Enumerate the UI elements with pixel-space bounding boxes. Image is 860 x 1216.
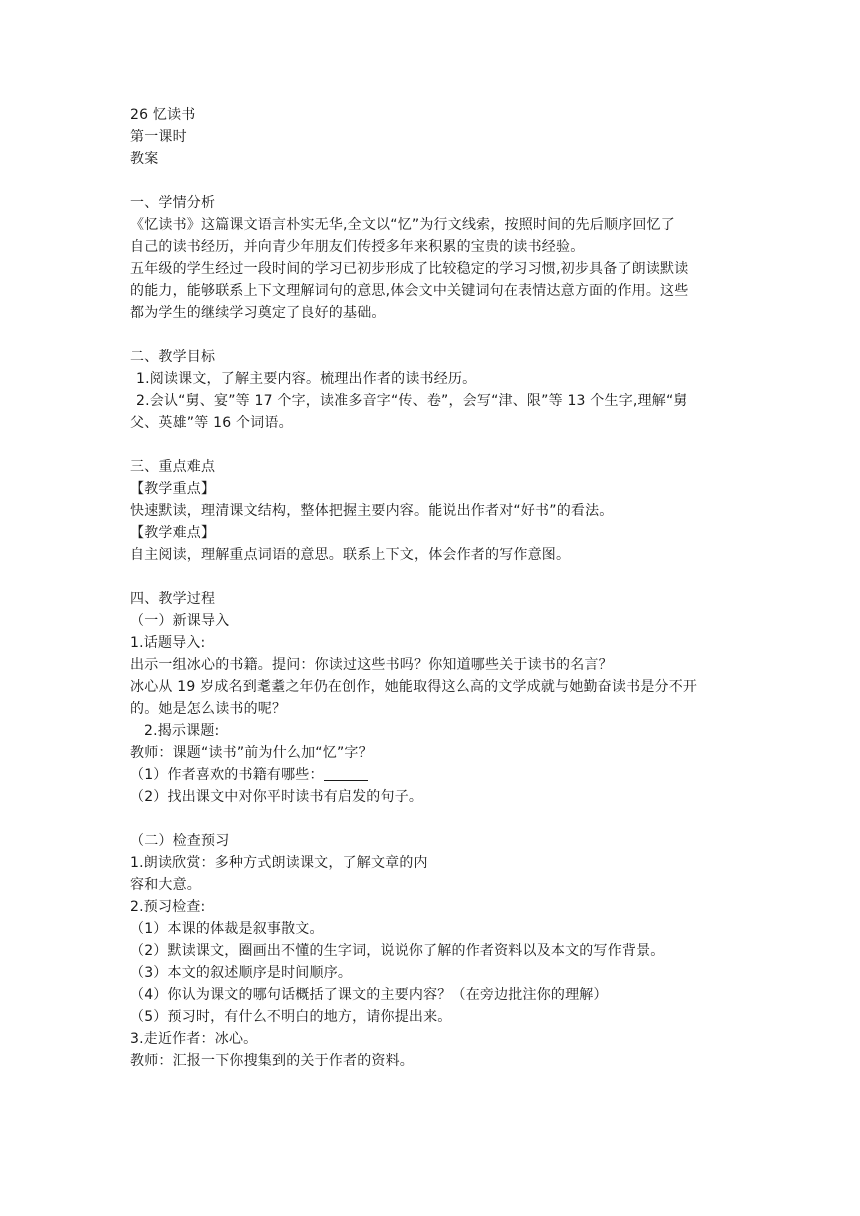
step-reveal-text: 教师：课题“读书”前为什么加“忆”字？ (130, 745, 373, 761)
section-heading-goals: 二、教学目标 (130, 349, 216, 365)
preview-question-3: （3）本文的叙述顺序是时间顺序。 (130, 965, 353, 981)
analysis-paragraph-1-line-2: 自己的读书经历，并向青少年朋友们传授多年来积累的宝贵的读书经验。 (130, 239, 585, 255)
lesson-title: 26 忆读书 (130, 107, 196, 123)
subsection-heading-intro: （一）新课导入 (130, 613, 230, 629)
goal-item-2-line-2: 父、英雄”等 16 个词语。 (130, 415, 293, 431)
section-heading-process: 四、教学过程 (130, 591, 216, 607)
preview-step-3-text: 教师：汇报一下你搜集到的关于作者的资料。 (130, 1053, 414, 1069)
difficulty-text: 自主阅读，理解重点词语的意思。联系上下文，体会作者的写作意图。 (130, 547, 571, 563)
spacer (130, 170, 742, 192)
key-point-label: 【教学重点】 (130, 481, 216, 497)
preview-step-3: 3.走近作者：冰心。 (130, 1031, 258, 1047)
preview-step-2: 2.预习检查: (130, 899, 206, 915)
analysis-paragraph-2-line-1: 五年级的学生经过一段时间的学习已初步形成了比较稳定的学习习惯,初步具备了朗读默读 (130, 261, 689, 277)
reveal-question-1: （1）作者喜欢的书籍有哪些： (130, 764, 742, 786)
section-heading-key-points: 三、重点难点 (130, 459, 216, 475)
preview-question-5: （5）预习时，有什么不明白的地方，请你提出来。 (130, 1009, 452, 1025)
step-topic-text-2-line-1: 冰心从 19 岁成名到耄耋之年仍在创作，她能取得这么高的文学成就与她勤奋读书是分不开 (130, 679, 698, 695)
subsection-heading-preview: （二）检查预习 (130, 833, 230, 849)
step-reveal-title: 2.揭示课题: (144, 723, 220, 739)
goal-item-1: 1.阅读课文，了解主要内容。梳理出作者的读书经历。 (136, 371, 477, 387)
spacer (130, 566, 742, 588)
preview-question-1: （1）本课的体裁是叙事散文。 (130, 921, 324, 937)
spacer (130, 434, 742, 456)
analysis-paragraph-1-line-1: 《忆读书》这篇课文语言朴实无华,全文以“忆”为行文线索，按照时间的先后顺序回忆了 (130, 217, 675, 233)
preview-question-2: （2）默读课文，圈画出不懂的生字词，说说你了解的作者资料以及本文的写作背景。 (130, 943, 665, 959)
section-heading-analysis: 一、学情分析 (130, 195, 216, 211)
analysis-paragraph-2-line-2: 的能力，能够联系上下文理解词句的意思,体会文中关键词句在表情达意方面的作用。这些 (130, 283, 689, 299)
goal-item-2-line-1: 2.会认“舅、宴”等 17 个字，读准多音字“传、卷”，会写“津、限”等 13 个生字,理解“舅 (136, 393, 688, 409)
step-topic-text-1: 出示一组冰心的书籍。提问：你读过这些书吗？你知道哪些关于读书的名言？ (130, 657, 613, 673)
step-topic-text-2-line-2: 的。她是怎么读书的呢？ (130, 701, 287, 717)
document-type: 教案 (130, 151, 159, 167)
preview-step-1-line-2: 容和大意。 (130, 877, 201, 893)
spacer (130, 324, 742, 346)
answer-blank (324, 766, 368, 781)
spacer (130, 808, 742, 830)
reveal-question-2: （2）找出课文中对你平时读书有启发的句子。 (130, 789, 424, 805)
difficulty-label: 【教学难点】 (130, 525, 216, 541)
key-point-text: 快速默读，理清课文结构，整体把握主要内容。能说出作者对“好书”的看法。 (130, 503, 614, 519)
preview-step-1-line-1: 1.朗读欣赏：多种方式朗读课文，了解文章的内 (130, 855, 428, 871)
lesson-period: 第一课时 (130, 129, 187, 145)
step-topic-intro: 1.话题导入: (130, 635, 206, 651)
preview-question-4: （4）你认为课文的哪句话概括了课文的主要内容？（在旁边批注你的理解） (130, 987, 608, 1003)
analysis-paragraph-2-line-3: 都为学生的继续学习奠定了良好的基础。 (130, 305, 386, 321)
document-page (130, 104, 742, 1072)
